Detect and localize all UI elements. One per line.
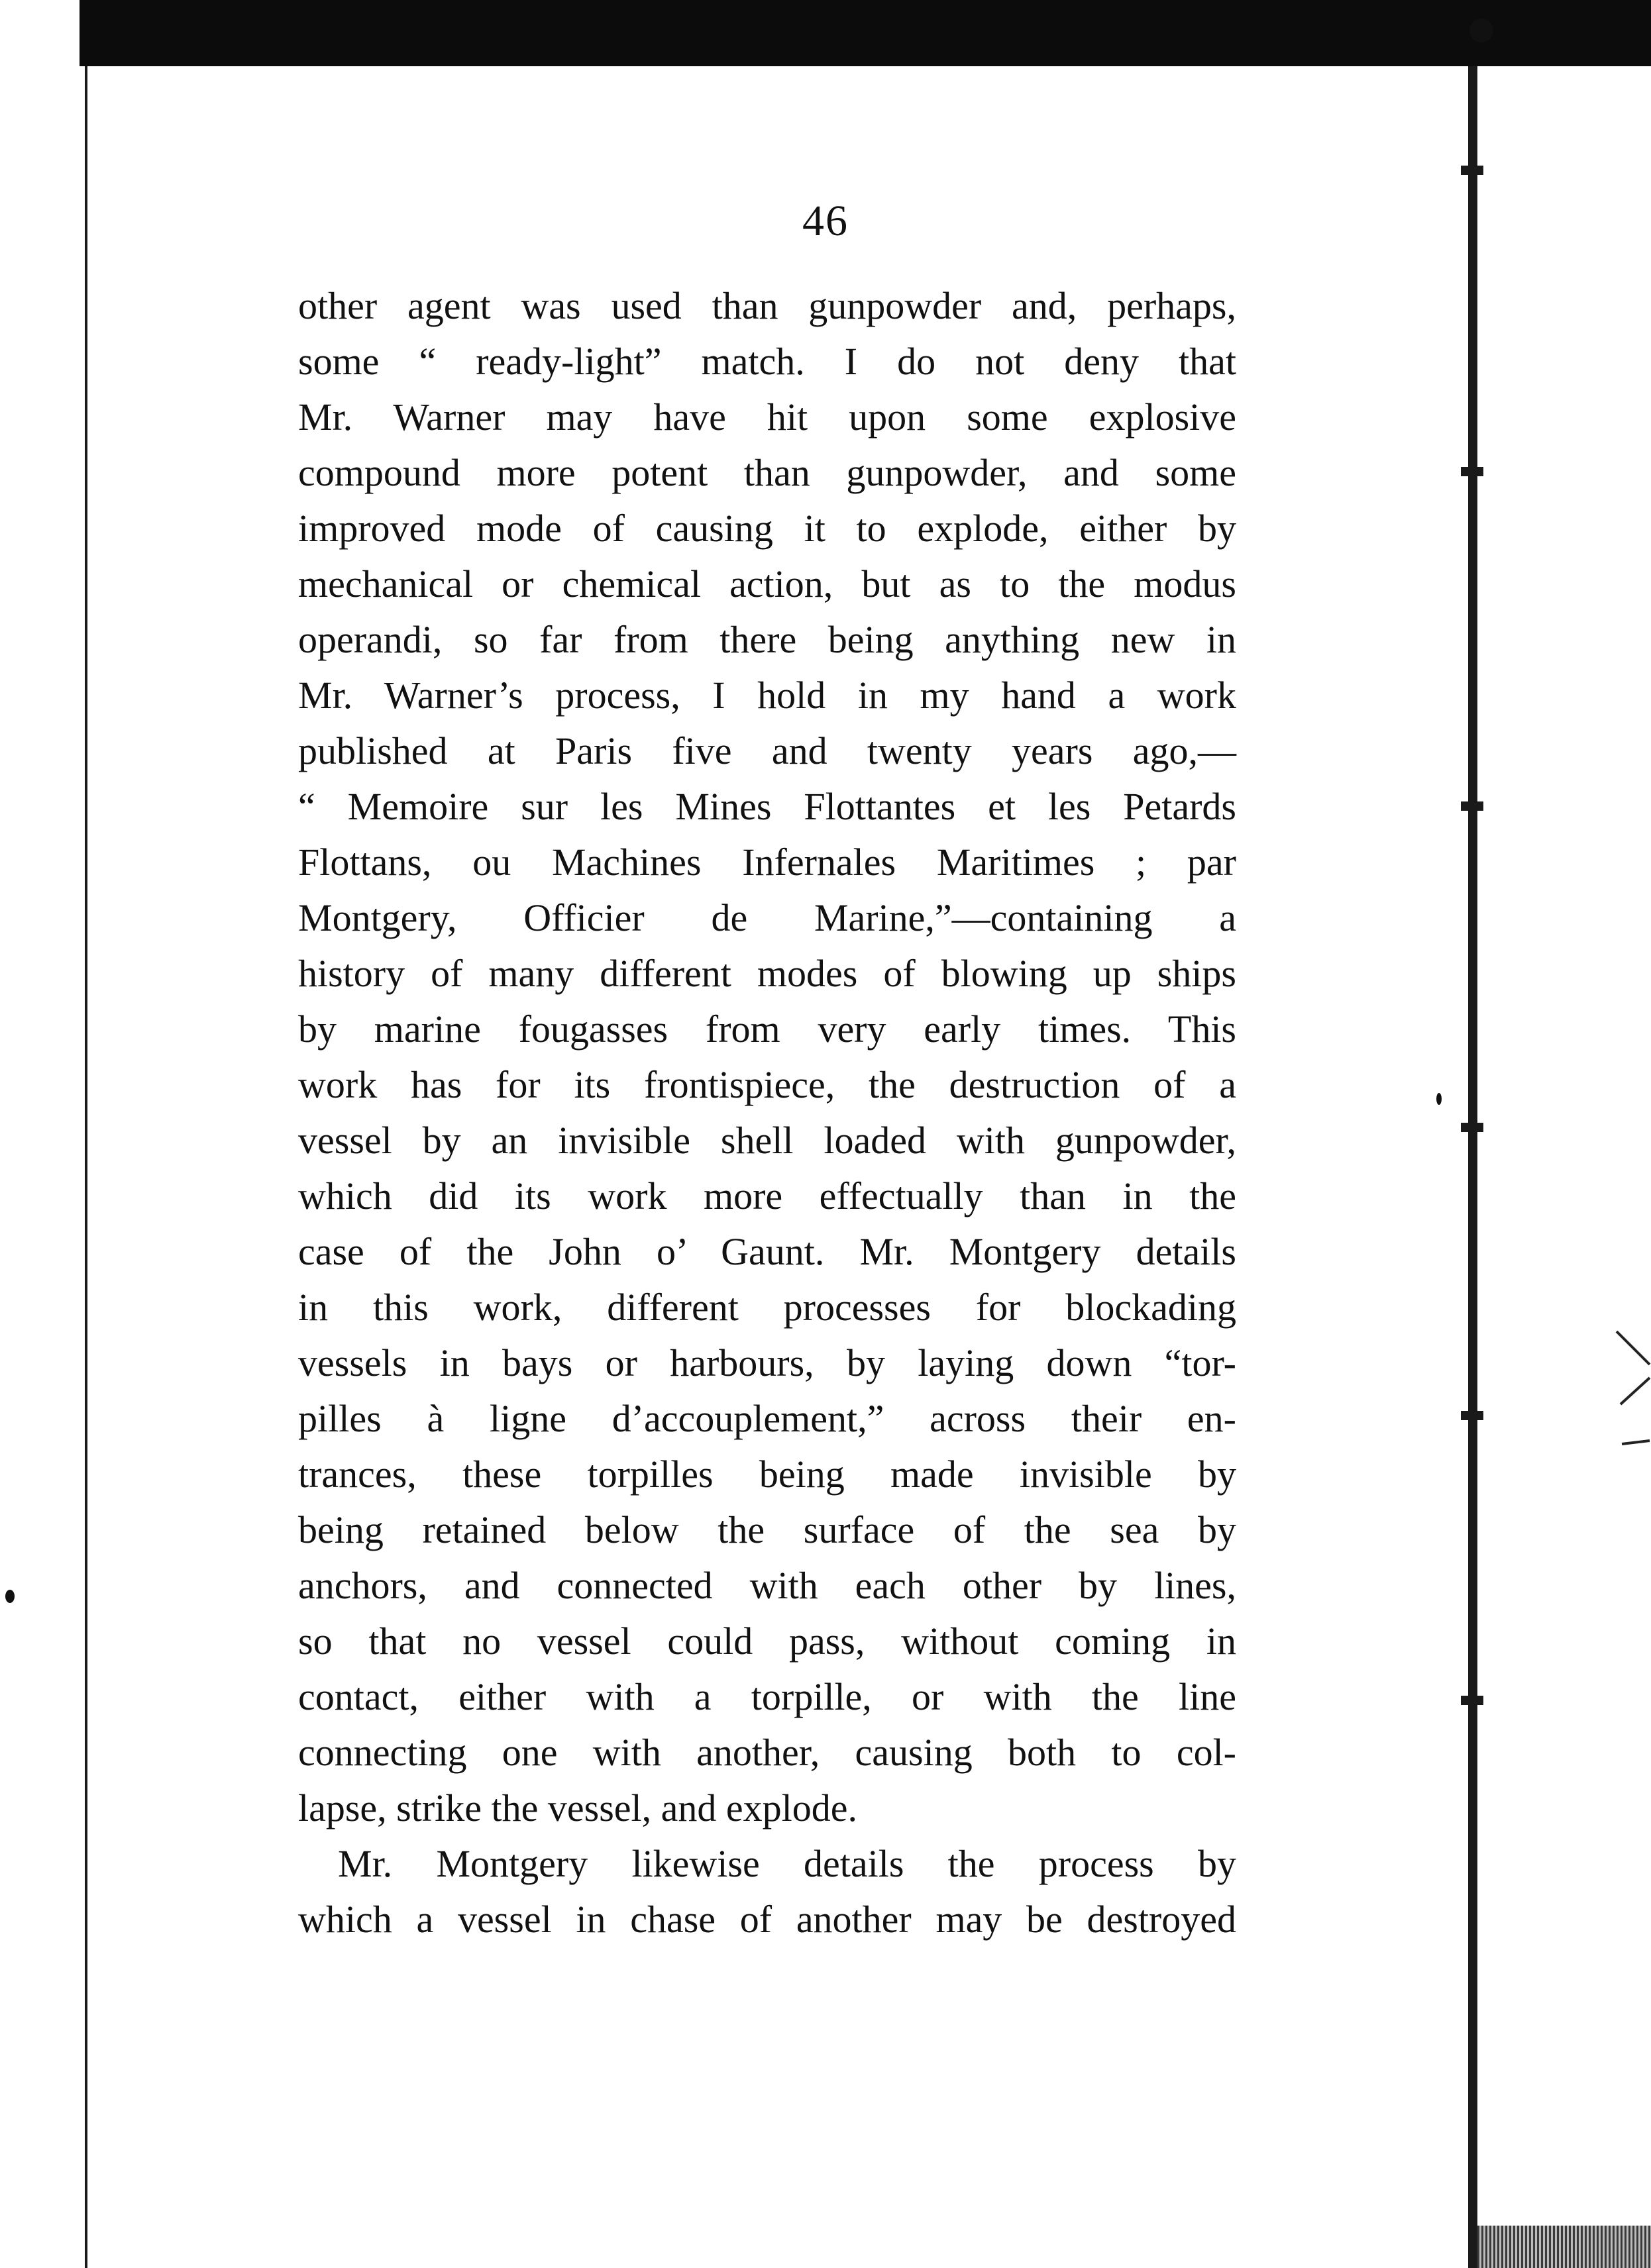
text-line: pilles à ligne d’accouplement,” across their en- [298,1397,1236,1440]
text-line: Montgery, Officier de Marine,”—containing a [298,896,1236,939]
scan-margin-left [0,66,85,2268]
text-line: Flottans, ou Machines Infernales Maritimes ; par [298,841,1236,884]
scan-border-top [0,0,1651,66]
scan-shadow-bottom-right [1477,2226,1651,2268]
scan-speck [1436,1093,1442,1105]
page-number: 46 [802,197,849,245]
text-line: case of the John o’ Gaunt. Mr. Montgery details [298,1230,1236,1273]
binding-mark [1461,166,1483,175]
binding-mark [1461,801,1483,811]
text-line: trances, these torpilles being made invisible by [298,1453,1236,1496]
text-line: which did its work more effectually than in the [298,1174,1236,1217]
text-line: so that no vessel could pass, without coming in [298,1620,1236,1663]
binding-mark [1461,467,1483,476]
text-line: published at Paris five and twenty years ago,— [298,729,1236,772]
text-line: “ Memoire sur les Mines Flottantes et les Petards [298,785,1236,828]
text-line: compound more potent than gunpowder, and some [298,451,1236,494]
text-line: history of many different modes of blowing up ships [298,952,1236,995]
text-line: mechanical or chemical action, but as to the modus [298,562,1236,605]
text-line: lapse, strike the vessel, and explode. [298,1786,857,1830]
scan-speck [5,1590,15,1603]
binding-mark [1461,1123,1483,1132]
text-line: anchors, and connected with each other by lines, [298,1564,1236,1607]
text-line: work has for its frontispiece, the destruction of a [298,1063,1236,1106]
scan-corner [0,0,80,66]
text-line: which a vessel in chase of another may be destroyed [298,1898,1236,1941]
text-line: Mr. Warner may have hit upon some explosive [298,395,1236,438]
scan-artifact-lines [1615,1325,1651,1457]
adjacent-page-edge [1477,66,1651,2268]
text-line: vessel by an invisible shell loaded with gunpowder, [298,1119,1236,1162]
text-line: contact, either with a torpille, or with the line [298,1675,1236,1718]
binding-mark [1461,1696,1483,1705]
text-line: improved mode of causing it to explode, either by [298,507,1236,550]
text-line: operandi, so far from there being anything new in [298,618,1236,661]
text-line: in this work, different processes for blockading [298,1286,1236,1329]
text-line: other agent was used than gunpowder and, perhaps, [298,284,1236,327]
text-line: Mr. Warner’s process, I hold in my hand a work [298,674,1236,717]
text-line: by marine fougasses from very early times. This [298,1007,1236,1051]
body-text [298,278,1236,1947]
page-binding-edge [1468,66,1477,2268]
binding-mark [1461,1411,1483,1420]
text-line: vessels in bays or harbours, by laying down “tor- [298,1341,1236,1384]
scan-speck [1469,19,1493,42]
text-line: connecting one with another, causing both to col- [298,1731,1236,1774]
text-line: some “ ready-light” match. I do not deny that [298,340,1236,383]
text-line: being retained below the surface of the sea by [298,1508,1236,1551]
text-line: Mr. Montgery likewise details the process by [338,1842,1236,1885]
